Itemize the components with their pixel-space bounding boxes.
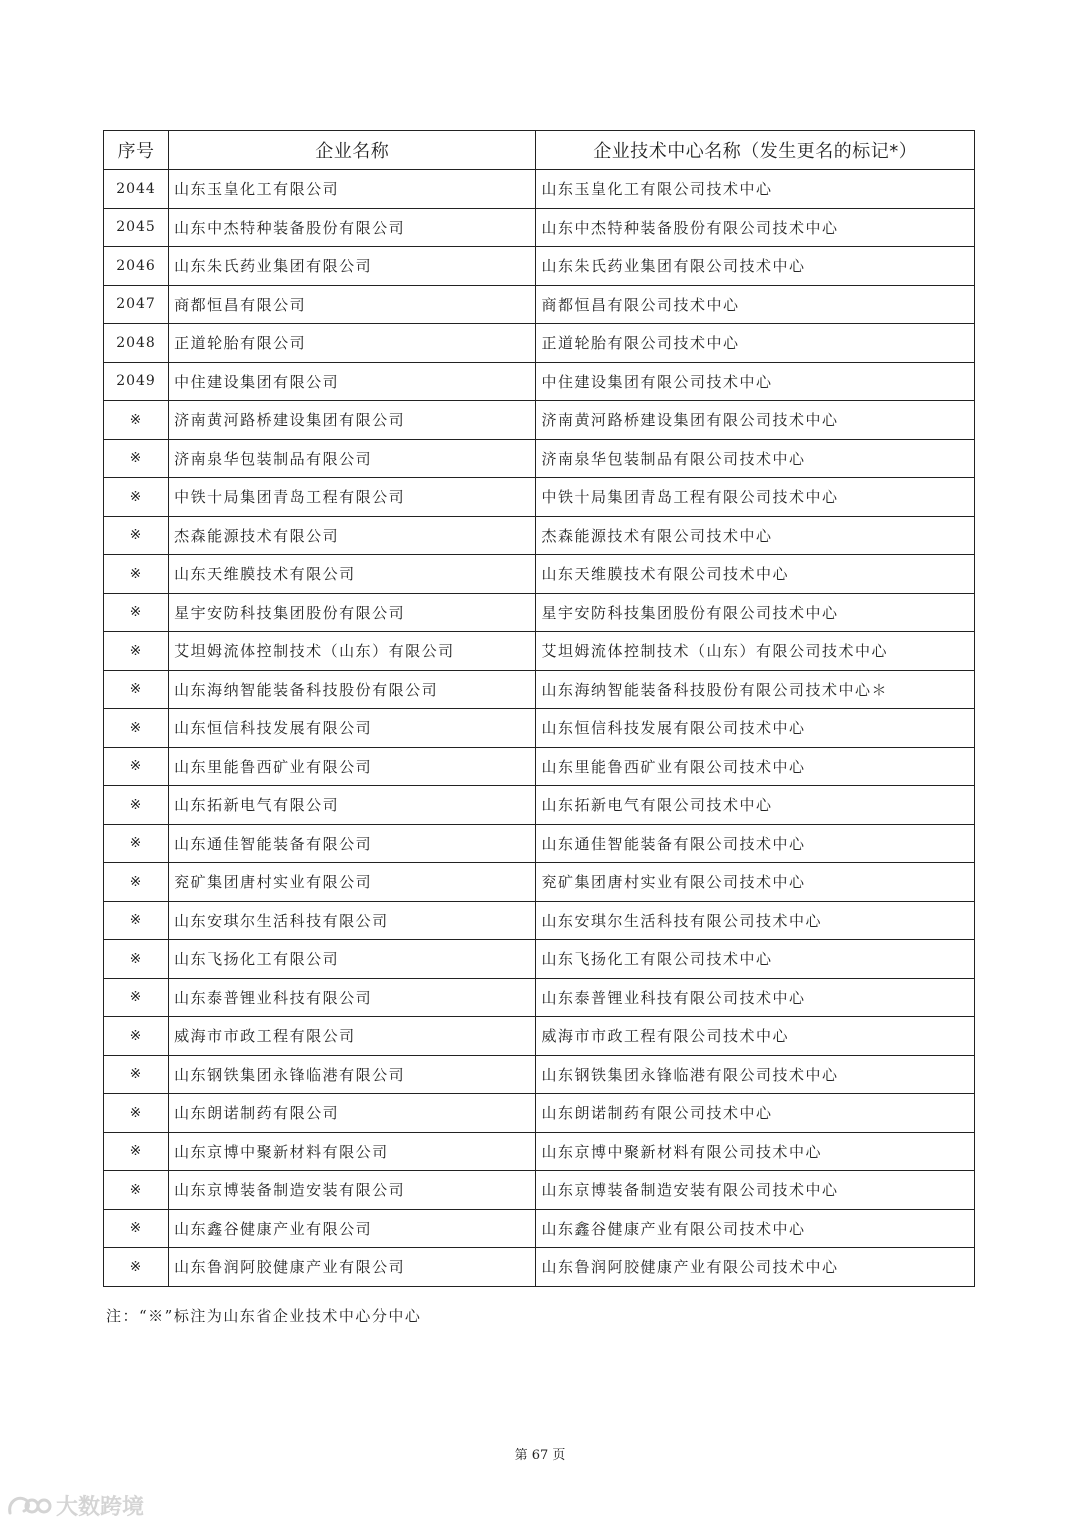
- table-row: [104, 516, 975, 555]
- tech-center-name-cell: 山东朱氏药业集团有限公司技术中心: [536, 247, 975, 286]
- tech-center-name-cell: 星宇安防科技集团股份有限公司技术中心: [536, 593, 975, 632]
- company-name-cell: 山东钢铁集团永锋临港有限公司: [169, 1055, 536, 1094]
- tech-center-name-cell: 山东飞扬化工有限公司技术中心: [536, 940, 975, 979]
- company-name-cell: 山东中杰特种装备股份有限公司: [169, 208, 536, 247]
- serial-number-cell: ※: [104, 786, 169, 825]
- serial-number-cell: ※: [104, 1017, 169, 1056]
- serial-number-cell: ※: [104, 478, 169, 517]
- company-name-cell: 山东鲁润阿胶健康产业有限公司: [169, 1248, 536, 1287]
- tech-center-name-cell: 山东泰普锂业科技有限公司技术中心: [536, 978, 975, 1017]
- company-name-cell: 山东泰普锂业科技有限公司: [169, 978, 536, 1017]
- company-name-cell: 山东飞扬化工有限公司: [169, 940, 536, 979]
- table-row: [104, 1171, 975, 1210]
- serial-number-cell: ※: [104, 747, 169, 786]
- table-row: [104, 824, 975, 863]
- serial-number-cell: ※: [104, 1248, 169, 1287]
- footnote: 注：“※”标注为山东省企业技术中心分中心: [106, 1307, 422, 1325]
- table-row: [104, 478, 975, 517]
- table-row: [104, 1094, 975, 1133]
- table-row: [104, 670, 975, 709]
- company-name-cell: 威海市市政工程有限公司: [169, 1017, 536, 1056]
- table-row: [104, 940, 975, 979]
- company-name-cell: 山东拓新电气有限公司: [169, 786, 536, 825]
- serial-number-cell: 2045: [104, 208, 169, 247]
- tech-center-name-cell: 山东天维膜技术有限公司技术中心: [536, 555, 975, 594]
- company-name-cell: 山东京博中聚新材料有限公司: [169, 1132, 536, 1171]
- header-company-name: 企业名称: [169, 131, 536, 170]
- table-row: [104, 901, 975, 940]
- table-row: [104, 786, 975, 825]
- company-name-cell: 山东鑫谷健康产业有限公司: [169, 1209, 536, 1248]
- tech-center-name-cell: 威海市市政工程有限公司技术中心: [536, 1017, 975, 1056]
- table-row: [104, 1132, 975, 1171]
- serial-number-cell: ※: [104, 863, 169, 902]
- table-row: [104, 1017, 975, 1056]
- company-name-cell: 山东朗诺制药有限公司: [169, 1094, 536, 1133]
- serial-number-cell: ※: [104, 1171, 169, 1210]
- tech-center-name-cell: 中铁十局集团青岛工程有限公司技术中心: [536, 478, 975, 517]
- company-name-cell: 艾坦姆流体控制技术（山东）有限公司: [169, 632, 536, 671]
- table-header-row: [104, 131, 975, 170]
- serial-number-cell: ※: [104, 940, 169, 979]
- serial-number-cell: 2047: [104, 285, 169, 324]
- tech-center-name-cell: 山东鲁润阿胶健康产业有限公司技术中心: [536, 1248, 975, 1287]
- table-row: [104, 1209, 975, 1248]
- company-name-cell: 中住建设集团有限公司: [169, 362, 536, 401]
- table-row: [104, 747, 975, 786]
- table-row: [104, 362, 975, 401]
- tech-center-name-cell: 济南泉华包装制品有限公司技术中心: [536, 439, 975, 478]
- serial-number-cell: ※: [104, 1094, 169, 1133]
- tech-center-name-cell: 山东鑫谷健康产业有限公司技术中心: [536, 1209, 975, 1248]
- tech-center-name-cell: 中住建设集团有限公司技术中心: [536, 362, 975, 401]
- tech-center-name-cell: 杰森能源技术有限公司技术中心: [536, 516, 975, 555]
- company-name-cell: 星宇安防科技集团股份有限公司: [169, 593, 536, 632]
- serial-number-cell: ※: [104, 1055, 169, 1094]
- header-serial-number: 序号: [104, 131, 169, 170]
- table-row: [104, 863, 975, 902]
- serial-number-cell: 2046: [104, 247, 169, 286]
- table-row: [104, 170, 975, 209]
- company-name-cell: 山东恒信科技发展有限公司: [169, 709, 536, 748]
- tech-center-name-cell: 正道轮胎有限公司技术中心: [536, 324, 975, 363]
- serial-number-cell: 2048: [104, 324, 169, 363]
- company-name-cell: 山东海纳智能装备科技股份有限公司: [169, 670, 536, 709]
- tech-center-name-cell: 山东里能鲁西矿业有限公司技术中心: [536, 747, 975, 786]
- tech-center-name-cell: 兖矿集团唐村实业有限公司技术中心: [536, 863, 975, 902]
- serial-number-cell: ※: [104, 824, 169, 863]
- company-name-cell: 山东安琪尔生活科技有限公司: [169, 901, 536, 940]
- table-row: [104, 632, 975, 671]
- company-name-cell: 山东京博装备制造安装有限公司: [169, 1171, 536, 1210]
- serial-number-cell: ※: [104, 439, 169, 478]
- table-row: [104, 401, 975, 440]
- watermark-text: 大数跨境: [56, 1495, 145, 1520]
- serial-number-cell: ※: [104, 978, 169, 1017]
- company-name-cell: 济南黄河路桥建设集团有限公司: [169, 401, 536, 440]
- page-number: 第 67 页: [514, 1448, 566, 1463]
- table-row: [104, 285, 975, 324]
- tech-center-name-cell: 商都恒昌有限公司技术中心: [536, 285, 975, 324]
- watermark-logo-icon: [6, 1493, 52, 1519]
- serial-number-cell: ※: [104, 1132, 169, 1171]
- tech-center-name-cell: 山东恒信科技发展有限公司技术中心: [536, 709, 975, 748]
- serial-number-cell: ※: [104, 516, 169, 555]
- enterprise-technology-center-table: [103, 130, 975, 1287]
- watermark: [6, 1490, 144, 1521]
- table-row: [104, 208, 975, 247]
- tech-center-name-cell: 艾坦姆流体控制技术（山东）有限公司技术中心: [536, 632, 975, 671]
- table-body: [104, 170, 975, 1287]
- serial-number-cell: ※: [104, 401, 169, 440]
- serial-number-cell: 2044: [104, 170, 169, 209]
- table-row: [104, 593, 975, 632]
- header-tech-center-name: 企业技术中心名称（发生更名的标记*）: [536, 131, 975, 170]
- serial-number-cell: 2049: [104, 362, 169, 401]
- tech-center-name-cell: 山东拓新电气有限公司技术中心: [536, 786, 975, 825]
- table-row: [104, 439, 975, 478]
- company-name-cell: 山东天维膜技术有限公司: [169, 555, 536, 594]
- company-name-cell: 杰森能源技术有限公司: [169, 516, 536, 555]
- company-name-cell: 兖矿集团唐村实业有限公司: [169, 863, 536, 902]
- company-name-cell: 山东玉皇化工有限公司: [169, 170, 536, 209]
- company-name-cell: 正道轮胎有限公司: [169, 324, 536, 363]
- tech-center-name-cell: 济南黄河路桥建设集团有限公司技术中心: [536, 401, 975, 440]
- table-row: [104, 324, 975, 363]
- tech-center-name-cell: 山东玉皇化工有限公司技术中心: [536, 170, 975, 209]
- tech-center-name-cell: 山东朗诺制药有限公司技术中心: [536, 1094, 975, 1133]
- serial-number-cell: ※: [104, 1209, 169, 1248]
- table-row: [104, 555, 975, 594]
- table-row: [104, 709, 975, 748]
- serial-number-cell: ※: [104, 901, 169, 940]
- tech-center-name-cell: 山东京博装备制造安装有限公司技术中心: [536, 1171, 975, 1210]
- company-name-cell: 商都恒昌有限公司: [169, 285, 536, 324]
- company-name-cell: 山东里能鲁西矿业有限公司: [169, 747, 536, 786]
- company-name-cell: 山东通佳智能装备有限公司: [169, 824, 536, 863]
- serial-number-cell: ※: [104, 709, 169, 748]
- company-name-cell: 中铁十局集团青岛工程有限公司: [169, 478, 536, 517]
- serial-number-cell: ※: [104, 670, 169, 709]
- serial-number-cell: ※: [104, 632, 169, 671]
- table-row: [104, 978, 975, 1017]
- serial-number-cell: ※: [104, 555, 169, 594]
- table-row: [104, 1248, 975, 1287]
- tech-center-name-cell: 山东通佳智能装备有限公司技术中心: [536, 824, 975, 863]
- table-row: [104, 1055, 975, 1094]
- table-row: [104, 247, 975, 286]
- tech-center-name-cell: 山东海纳智能装备科技股份有限公司技术中心＊: [536, 670, 975, 709]
- company-name-cell: 山东朱氏药业集团有限公司: [169, 247, 536, 286]
- company-name-cell: 济南泉华包装制品有限公司: [169, 439, 536, 478]
- serial-number-cell: ※: [104, 593, 169, 632]
- tech-center-name-cell: 山东京博中聚新材料有限公司技术中心: [536, 1132, 975, 1171]
- tech-center-name-cell: 山东中杰特种装备股份有限公司技术中心: [536, 208, 975, 247]
- tech-center-name-cell: 山东安琪尔生活科技有限公司技术中心: [536, 901, 975, 940]
- tech-center-name-cell: 山东钢铁集团永锋临港有限公司技术中心: [536, 1055, 975, 1094]
